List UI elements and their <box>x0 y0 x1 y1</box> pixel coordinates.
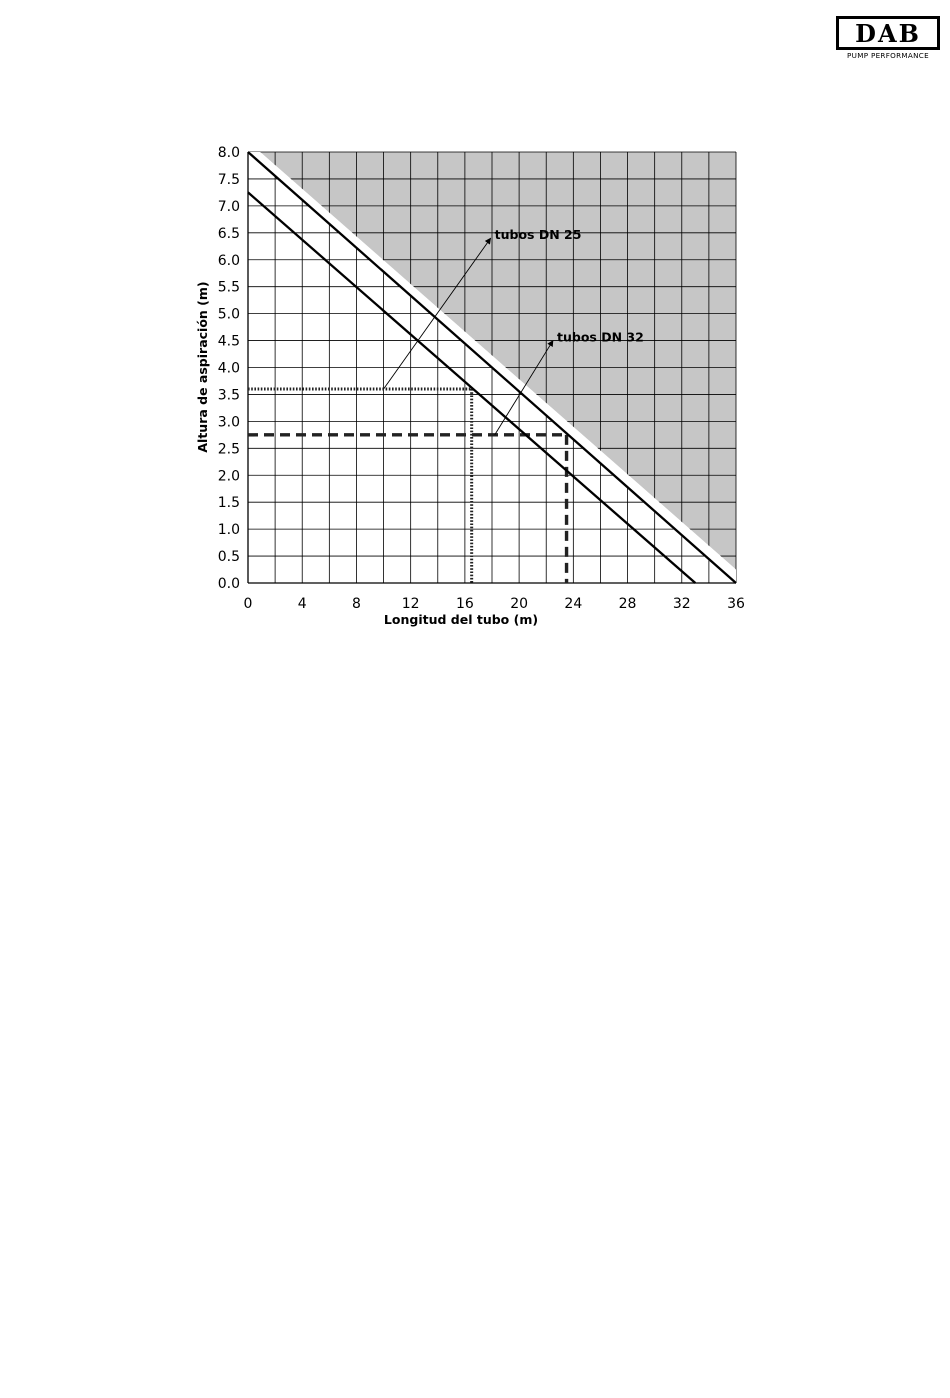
annotation-label: tubos DN 32 <box>557 329 644 345</box>
x-tick-label: 32 <box>672 596 691 612</box>
x-tick-label: 4 <box>297 596 307 612</box>
logo-brand: DAB <box>855 19 921 48</box>
x-tick-label: 8 <box>351 596 361 612</box>
logo-tagline: PUMP PERFORMANCE <box>847 51 929 60</box>
y-tick-label: 5.5 <box>217 279 240 296</box>
y-tick-label: 3.5 <box>217 387 240 404</box>
x-tick-label: 16 <box>455 596 474 612</box>
x-tick-label: 0 <box>243 596 253 612</box>
x-tick-label: 36 <box>727 596 745 612</box>
x-tick-label: 20 <box>510 596 529 612</box>
x-tick-label: 12 <box>401 596 420 612</box>
y-axis-label: Altura de aspiración (m) <box>195 281 210 453</box>
y-tick-label: 5.0 <box>217 306 240 323</box>
annotation-label: tubos DN 25 <box>494 227 582 243</box>
y-tick-label: 6.0 <box>217 252 240 269</box>
y-tick-label: 0.5 <box>217 549 240 566</box>
dab-logo <box>836 16 940 60</box>
y-tick-label: 6.5 <box>217 225 240 242</box>
x-tick-label: 24 <box>564 596 583 612</box>
y-tick-label: 8.0 <box>217 145 240 161</box>
suction-height-chart <box>180 130 780 650</box>
y-tick-label: 1.0 <box>217 522 240 539</box>
y-tick-label: 3.0 <box>217 414 240 431</box>
y-tick-label: 7.5 <box>217 171 240 188</box>
y-tick-label: 1.5 <box>217 495 240 512</box>
y-tick-label: 2.0 <box>217 468 240 485</box>
y-tick-label: 7.0 <box>217 198 240 215</box>
y-tick-label: 2.5 <box>217 441 240 458</box>
x-axis-label: Longitud del tubo (m) <box>383 612 539 627</box>
y-tick-label: 4.5 <box>217 333 240 350</box>
x-tick-label: 28 <box>618 596 637 612</box>
y-tick-label: 4.0 <box>217 360 240 377</box>
y-tick-label: 0.0 <box>217 576 240 592</box>
